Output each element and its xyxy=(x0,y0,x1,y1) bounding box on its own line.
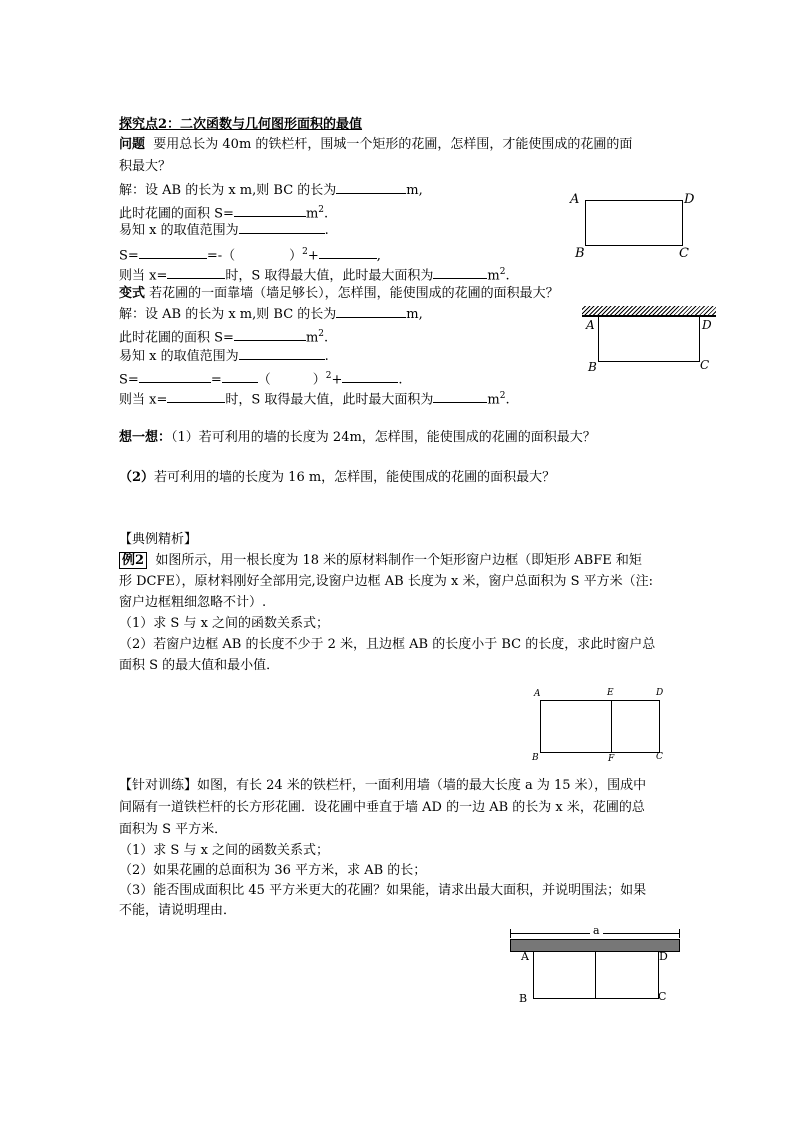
think-line2 xyxy=(119,468,555,488)
sol1-line1 xyxy=(119,180,423,201)
figure-rectangle-abcd xyxy=(565,192,705,264)
section1-title: 探究点2：二次函数与几何图形面积的最值 xyxy=(119,117,363,132)
label-c: C xyxy=(658,990,667,1003)
sol1-unit: m, xyxy=(406,183,423,198)
label-d: D xyxy=(659,950,668,963)
variant-text: 若花圃的一面靠墙（墙足够长），怎样围，能使围成的花圃的面积最大？ xyxy=(149,286,559,301)
answer-blank[interactable] xyxy=(167,265,225,279)
answer-blank[interactable] xyxy=(139,245,207,259)
example-q2-line1: （2）若窗户边框 AB 的长度不少于 2 米，且边框 AB 的长度小于 BC 的长度，求此时窗户总 xyxy=(119,637,656,652)
sol2-text: 则当 x= xyxy=(119,392,168,408)
think-text: （1）若可利用的墙的长度为 24m，怎样围，能使围成的花圃的面积最大？ xyxy=(171,430,596,445)
label-d: D xyxy=(656,688,664,698)
answer-blank[interactable] xyxy=(234,327,306,341)
sol2-line1 xyxy=(119,304,423,325)
dim-tick-left xyxy=(510,929,511,938)
sol1-text: ） xyxy=(289,248,303,264)
wall xyxy=(582,306,716,317)
sol1-text: 时，S 取得最大值，此时最大面积为 xyxy=(225,268,434,284)
label-b: B xyxy=(519,992,528,1005)
training-q3-line2: 不能，请说明理由． xyxy=(119,903,237,918)
sol2-text: S= xyxy=(119,372,139,388)
sol2-punct: . xyxy=(324,349,329,364)
sup: 2 xyxy=(302,247,308,257)
sup: 2 xyxy=(499,391,506,401)
answer-blank[interactable] xyxy=(336,180,406,194)
sol1-text: =-（ xyxy=(206,248,236,264)
sol1-punct: . xyxy=(505,268,510,284)
sol1-text: S= xyxy=(119,248,139,264)
answer-blank[interactable] xyxy=(319,245,377,259)
answer-blank[interactable] xyxy=(433,265,487,279)
answer-blank[interactable] xyxy=(222,369,258,383)
example-line1 xyxy=(119,551,642,571)
variant-label: 变式 xyxy=(119,286,146,301)
label-b: B xyxy=(532,753,539,763)
problem-line2: 积最大？ xyxy=(119,159,172,174)
example-text: 如图所示，用一根长度为 18 米的原材料制作一个矩形窗户边框（即矩形 ABFE 和矩 xyxy=(155,553,642,568)
sol1-text: 则当 x= xyxy=(119,268,168,284)
sol2-text: ） xyxy=(312,372,326,388)
sol1-punct: , xyxy=(376,248,381,264)
sol2-punct: . xyxy=(505,392,510,408)
sol1-line5 xyxy=(119,262,510,286)
answer-blank[interactable] xyxy=(139,369,211,383)
example-label: 例2 xyxy=(119,552,147,569)
label-b: B xyxy=(588,360,597,374)
answer-blank[interactable] xyxy=(336,304,406,318)
label-c: C xyxy=(656,752,663,762)
wall xyxy=(510,939,680,952)
answer-blank[interactable] xyxy=(342,369,398,383)
label-b: B xyxy=(575,246,585,261)
window-rectangle xyxy=(540,700,660,753)
sol2-unit: m, xyxy=(406,307,423,322)
label-f: F xyxy=(608,754,615,764)
training-line1 xyxy=(119,776,646,796)
label-c: C xyxy=(679,246,689,261)
sol2-text: （ xyxy=(257,372,271,388)
section2-title: 【典例精析】 xyxy=(119,532,198,547)
sol2-line3 xyxy=(119,346,329,367)
label-a: A xyxy=(534,689,541,699)
sol2-line5 xyxy=(119,386,510,410)
dim-tick-right xyxy=(679,929,680,938)
sol2-line2 xyxy=(119,324,328,348)
problem-text: 要用总长为 40m 的铁栏杆，围城一个矩形的花圃，怎样围，才能使围成的花圃的面 xyxy=(153,137,633,152)
label-e: E xyxy=(607,688,614,698)
think2-label: （2） xyxy=(119,470,155,485)
sup: 2 xyxy=(318,329,324,339)
answer-blank[interactable] xyxy=(239,346,325,360)
example-q2-line2: 面积 S 的最大值和最小值． xyxy=(119,658,280,673)
sup: 2 xyxy=(499,267,506,277)
sol1-unit: m xyxy=(305,206,319,222)
sol2-text: 时，S 取得最大值，此时最大面积为 xyxy=(225,392,434,408)
think-line1 xyxy=(119,428,596,448)
rectangle xyxy=(598,317,700,362)
training-line3: 面积为 S 平方米． xyxy=(119,822,228,837)
sol2-text: 此时花圃的面积 S= xyxy=(119,330,234,346)
example-line3: 窗户边框粗细忽略不计）. xyxy=(119,595,267,610)
sol1-text: 易知 x 的取值范围为 xyxy=(119,223,239,238)
label-a-dimension: a xyxy=(590,924,603,937)
sol1-punct: . xyxy=(324,206,329,222)
label-a: A xyxy=(570,192,580,207)
training-text: 如图，有长 24 米的铁栏杆，一面利用墙（墙的最大长度 a 为 15 米），围成中 xyxy=(197,778,647,793)
sol2-unit: m xyxy=(487,392,500,408)
training-label: 【针对训练】 xyxy=(119,778,198,793)
example-q1: （1）求 S 与 x 之间的函数关系式； xyxy=(119,616,330,631)
example-line2: 形 DCFE），原材料刚好全部用完,设窗户边框 AB 长度为 x 米，窗户总面积为 S 平方米（注: xyxy=(119,574,653,589)
sol2-punct: . xyxy=(398,372,403,388)
sol1-unit: m xyxy=(487,268,500,284)
label-a: A xyxy=(521,950,529,963)
answer-blank[interactable] xyxy=(433,389,487,403)
sol2-text: + xyxy=(331,372,343,388)
sup: 2 xyxy=(325,371,332,381)
garden-rectangle xyxy=(533,952,659,999)
sol2-text: = xyxy=(210,372,222,388)
sol1-text: 解：设 AB 的长为 x m,则 BC 的长为 xyxy=(119,183,337,198)
training-q3-line1: （3）能否围成面积比 45 平方米更大的花圃？如果能，请求出最大面积，并说明围法；如果 xyxy=(119,883,647,898)
garden-divider xyxy=(595,952,596,999)
sol1-punct: . xyxy=(324,223,329,238)
sol2-text: 解：设 AB 的长为 x m,则 BC 的长为 xyxy=(119,307,337,322)
answer-blank[interactable] xyxy=(167,389,225,403)
figure-wall-rectangle xyxy=(578,306,720,378)
label-a: A xyxy=(586,318,595,332)
answer-blank[interactable] xyxy=(239,220,325,234)
problem-line1 xyxy=(119,135,632,155)
sol1-text: + xyxy=(307,248,319,264)
label-d: D xyxy=(684,192,695,207)
training-q1: （1）求 S 与 x 之间的函数关系式； xyxy=(119,843,330,858)
problem-label: 问题 xyxy=(119,137,146,152)
sup: 2 xyxy=(318,205,324,215)
think-label: 想一想： xyxy=(119,430,172,445)
variant-line xyxy=(119,284,559,304)
sol2-unit: m xyxy=(305,330,319,346)
training-q2: （2）如果花圃的总面积为 36 平方米，求 AB 的长； xyxy=(119,863,427,878)
label-d: D xyxy=(702,318,712,332)
figure-garden-wall xyxy=(508,924,684,1008)
sol2-text: 易知 x 的取值范围为 xyxy=(119,349,239,364)
sol2-punct: . xyxy=(324,330,329,346)
divider-ef xyxy=(611,700,612,752)
think2-text: 若可利用的墙的长度为 16 m，怎样围，能使围成的花圃的面积最大？ xyxy=(154,470,556,485)
label-c: C xyxy=(700,358,710,372)
rectangle xyxy=(585,200,683,246)
figure-window-frame xyxy=(532,688,672,766)
answer-blank[interactable] xyxy=(234,203,306,217)
training-line2: 间隔有一道铁栏杆的长方形花圃．设花圃中垂直于墙 AD 的一边 AB 的长为 x 米，花圃的总 xyxy=(119,800,645,815)
sol1-text: 此时花圃的面积 S= xyxy=(119,206,234,222)
sol1-line3 xyxy=(119,220,329,241)
